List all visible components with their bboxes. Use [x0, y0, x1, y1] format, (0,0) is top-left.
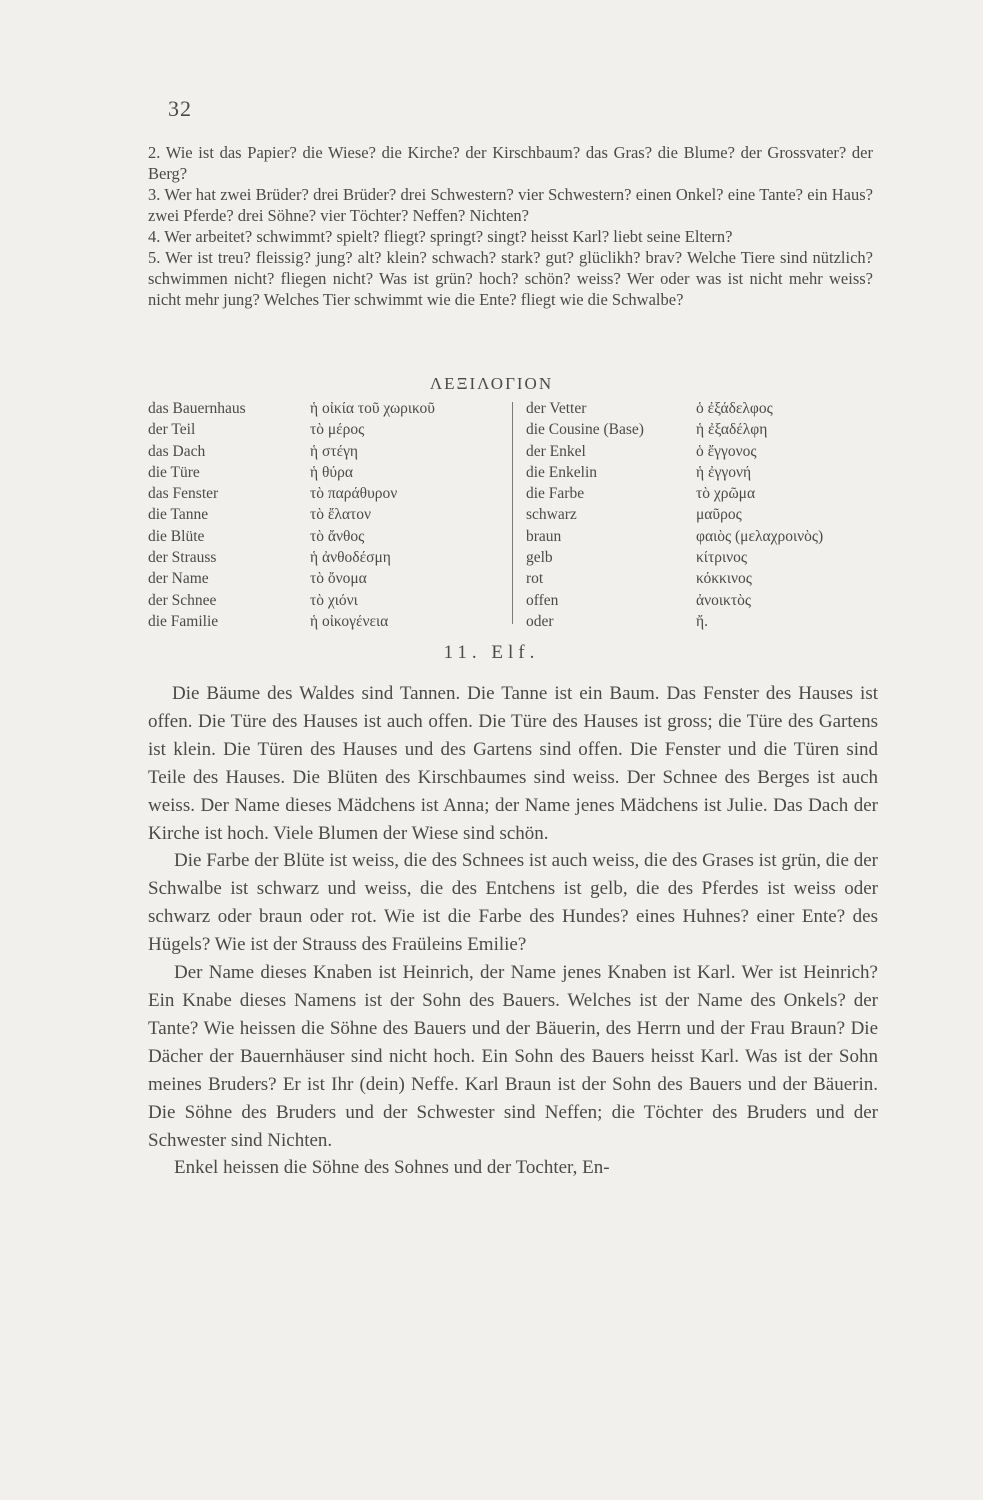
vocabulary-title: ΛΕΞΙΛΟΓΙΟΝ [429, 374, 554, 393]
vocab-term: oder [526, 612, 554, 630]
vocab-translation: ἀνοικτὸς [696, 591, 751, 609]
vocab-term: die Tanne [148, 506, 209, 524]
vocab-translation: ἡ ἀνθοδέσμη [310, 549, 391, 567]
exercise-questions [148, 142, 873, 310]
vocab-term: das Fenster [148, 485, 219, 503]
vocab-translation: τὸ ὄνομα [310, 570, 367, 588]
vocab-translation: φαιὸς (μελαχροινὸς) [696, 527, 824, 545]
vocab-term: die Blüte [148, 527, 205, 545]
vocab-translation: κόκκινος [696, 570, 752, 588]
vocab-term: das Dach [148, 442, 206, 460]
vocab-translation: ἤ. [696, 612, 708, 630]
exercise-5: 5. Wer ist treu? fleissig? jung? alt? klein? schwach? stark? gut? glüclikh? brav? Welche Tiere sind nützlich? schwimmen nicht? fliegen nicht? Was ist grün? hoch? schön? weiss? Wer oder was ist nicht mehr weiss? nicht mehr jung? Welches Tier schwimmt wie die Ente? fliegt wie die Schwalbe? [148, 248, 873, 309]
vocab-term: der Teil [148, 421, 196, 439]
vocab-greek-right-column [696, 398, 876, 632]
page-number: 32 [168, 96, 192, 121]
vocab-term: der Schnee [148, 591, 217, 609]
vocab-translation: μαῦρος [696, 506, 742, 524]
vocab-translation: ἡ οἰκογένεια [310, 612, 389, 630]
reading-text [148, 680, 878, 1182]
vocab-term: das Bauernhaus [148, 400, 246, 417]
exercise-4: 4. Wer arbeitet? schwimmt? spielt? fliegt? springt? singt? heisst Karl? liebt seine Eltern? [148, 227, 733, 246]
vocab-term: der Vetter [526, 400, 587, 417]
exercise-3: 3. Wer hat zwei Brüder? drei Brüder? drei Schwestern? vier Schwestern? einen Onkel? eine Tante? ein Haus? zwei Pferde? drei Söhne? vier Töchter? Neffen? Nichten? [148, 185, 873, 225]
vocab-term: die Enkelin [526, 463, 598, 481]
vocab-term: die Farbe [526, 485, 585, 503]
vocab-translation: τὸ ἄνθος [310, 527, 365, 545]
vocab-term: der Strauss [148, 549, 217, 567]
vocab-term: rot [526, 570, 544, 588]
lesson-title: 11. Elf. [443, 642, 540, 663]
vocab-german-left-column [148, 398, 308, 632]
vocab-term: die Türe [148, 463, 200, 481]
vocab-translation: τὸ παράθυρον [310, 485, 398, 503]
reading-paragraph-2: Die Farbe der Blüte ist weiss, die des Schnees ist auch weiss, die des Grases ist grün, die der Schwalbe ist schwarz und weiss, die des Entchens ist gelb, die des Pferdes ist weiss oder schwarz oder braun oder rot. Wie ist die Farbe des Hundes? eines Huhnes? einer Ente? des Hügels? Wie ist der Strauss des Fraüleins Emilie? [148, 850, 878, 956]
vocab-translation: τὸ μέρος [310, 421, 365, 439]
vocab-term: schwarz [526, 506, 577, 524]
vocab-column-divider [512, 402, 513, 624]
vocab-term: die Familie [148, 612, 219, 630]
vocab-translation: ὁ ἔγγονος [696, 442, 757, 460]
vocabulary-table [148, 398, 878, 630]
vocab-term: gelb [526, 549, 553, 567]
vocab-translation: ἡ οἰκία τοῦ χωρικοῦ [310, 400, 435, 417]
vocab-german-right-column [526, 398, 706, 632]
vocab-term: offen [526, 591, 559, 609]
vocab-term: die Cousine (Base) [526, 421, 644, 439]
reading-paragraph-4: Enkel heissen die Söhne des Sohnes und der Tochter, En- [174, 1157, 610, 1179]
vocab-translation: τὸ χιόνι [310, 591, 358, 609]
vocab-translation: ἡ θύρα [310, 463, 353, 481]
vocab-translation: ἡ στέγη [310, 442, 359, 460]
vocab-translation: τὸ χρῶμα [696, 485, 756, 503]
vocab-translation: τὸ ἔλατον [310, 506, 371, 524]
reading-paragraph-1: Die Bäume des Waldes sind Tannen. Die Tanne ist ein Baum. Das Fenster des Hauses ist offen. Die Türe des Hauses ist auch offen. Die Türe des Hauses ist gross; die Türe des Gartens ist klein. Die Türen des Hauses und des Gartens sind offen. Die Fenster und die Türen sind Teile des Hauses. Die Blüten des Kirschbaumes sind weiss. Der Schnee des Berges ist auch weiss. Der Name dieses Mädchens ist Anna; der Name jenes Mädchens ist Julie. Das Dach der Kirche ist hoch. Viele Blumen der Wiese sind schön. [148, 683, 878, 844]
vocab-translation: ἡ ἐγγονή [696, 463, 752, 481]
vocab-translation: ἡ ἐξαδέλφη [696, 421, 768, 439]
vocab-term: der Enkel [526, 442, 586, 460]
vocab-translation: ὁ ἐξάδελφος [696, 400, 773, 417]
vocab-term: der Name [148, 570, 209, 588]
vocab-greek-left-column [310, 398, 510, 632]
vocab-translation: κίτρινος [696, 549, 748, 567]
exercise-2: 2. Wie ist das Papier? die Wiese? die Kirche? der Kirschbaum? das Gras? die Blume? der Grossvater? der Berg? [148, 143, 873, 183]
reading-paragraph-3: Der Name dieses Knaben ist Heinrich, der Name jenes Knaben ist Karl. Wer ist Heinrich? Ein Knabe dieses Namens ist der Sohn des Bauers. Welches ist der Name des Onkels? der Tante? Wie heissen die Söhne des Bauers und der Bäuerin, des Herrn und der Frau Braun? Die Dächer der Bauernhäuser sind nicht hoch. Ein Sohn des Bauers heisst Karl. Was ist der Sohn meines Bruders? Er ist Ihr (dein) Neffe. Karl Braun ist der Sohn des Bauers und der Bäuerin. Die Söhne des Bruders und der Schwester sind Neffen; die Töchter des Bruders und der Schwester sind Nichten. [148, 962, 878, 1151]
vocab-term: braun [526, 527, 562, 545]
